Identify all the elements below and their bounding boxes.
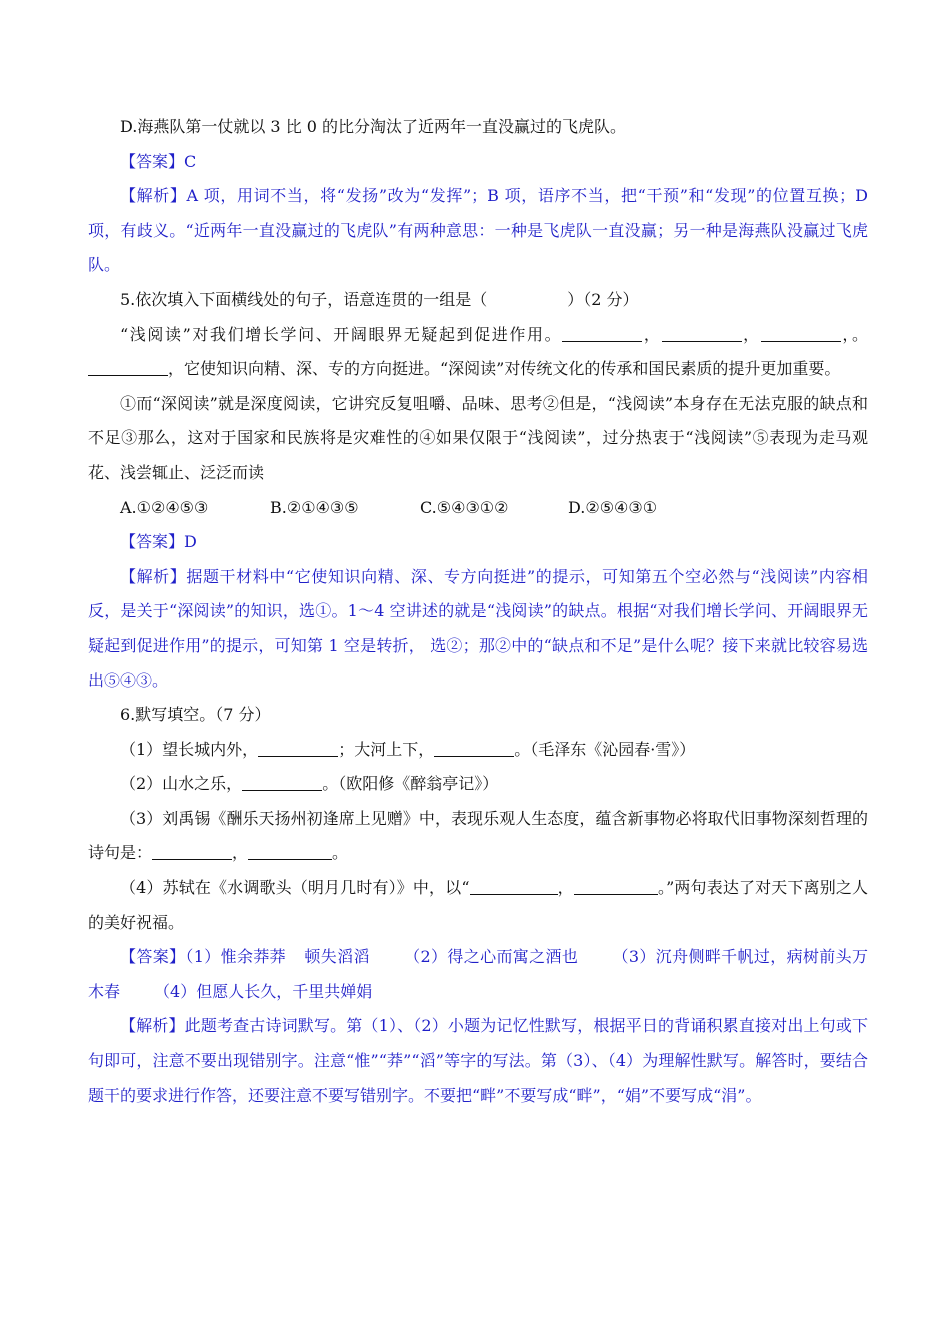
q4-option-d: D.海燕队第一仗就以 3 比 0 的比分淘汰了近两年一直没赢过的飞虎队。 xyxy=(120,117,627,136)
fill-blank xyxy=(248,841,332,860)
passage-text-2: ，它使知识向精、深、专的方向挺进。“深阅读”对传统文化的传承和国民素质的提升更加重要。 xyxy=(168,359,841,379)
item-text: （1）望长城内外， xyxy=(120,739,259,759)
fill-blank xyxy=(470,876,558,895)
item-source: 。（欧阳修《醉翁亭记》） xyxy=(322,774,499,794)
analysis-text: 此题考查古诗词默写。第（1）、（2）小题为记忆性默写，根据平日的背诵积累直接对出上句或下句即可，注意不要出现错别字。注意“惟”“莽”“滔”等字的写法。第（3）、（4）为理解性默写。解答时，要结合题干的要求进行作答，还要注意不要写错别字。不要把“畔”不要写成“畔”，“娟”不要写成“涓”。 xyxy=(88,1016,868,1105)
fill-blank xyxy=(574,876,658,895)
analysis-text: A 项，用词不当，将“发扬”改为“发挥”；B 项，语序不当，把“干预”和“发现”的位置互换；D 项，有歧义。“近两年一直没赢过的飞虎队”有两种意思：一种是飞虎队一直没赢；另一种是海燕队没赢过飞虎队。 xyxy=(88,186,868,275)
answer-tag: 【答案】 xyxy=(120,151,185,171)
option-b[interactable]: B.②①④③⑤ xyxy=(270,497,359,517)
q4-analysis xyxy=(88,179,868,283)
fill-blank xyxy=(242,772,322,791)
answer-tag: 【答案】 xyxy=(120,947,186,967)
q5-stem xyxy=(88,283,868,318)
fill-blank xyxy=(152,841,232,860)
q5-answer xyxy=(88,525,868,560)
analysis-tag: 【解析】 xyxy=(120,1016,185,1036)
document-content xyxy=(88,110,868,1113)
analysis-tag: 【解析】 xyxy=(120,186,187,206)
q5-passage xyxy=(88,318,868,387)
q5-options xyxy=(88,491,868,526)
q5-stem-score: ）（2 分） xyxy=(567,289,639,309)
option-c[interactable]: C.⑤④③①② xyxy=(420,497,509,517)
q6-stem: 6.默写填空。（7 分） xyxy=(120,705,271,725)
q4-answer xyxy=(88,145,868,180)
answer-1: （1）惟余莽莽 xyxy=(185,947,287,967)
item-text: （2）山水之乐， xyxy=(120,774,243,794)
q5-analysis xyxy=(88,560,868,698)
fill-blank-2 xyxy=(662,323,742,342)
answer-2: （2）得之心而寓之酒也 xyxy=(403,947,579,967)
option-a[interactable]: A.①②④⑤③ xyxy=(120,497,209,517)
comma: ， xyxy=(840,324,852,344)
q6-item-4 xyxy=(88,871,868,940)
comma: ， xyxy=(642,324,662,344)
period: 。 xyxy=(851,324,868,344)
answer-3: （3）沉舟侧畔千帆过，病树前头万木春 xyxy=(88,947,868,1001)
q6-analysis xyxy=(88,1009,868,1113)
answer-blank xyxy=(487,289,567,307)
q5-sentences: ①而“深阅读”就是深度阅读，它讲究反复咀嚼、品味、思考②但是，“浅阅读”本身存在无法克服的缺点和不足③那么，这对于国家和民族将是灾难性的④如果仅限于“浅阅读”，过分热衷于“浅阅读”⑤表现为走马观花、浅尝辄止、泛泛而读 xyxy=(88,393,868,482)
comma: ， xyxy=(741,324,761,344)
item-text: ；大河上下， xyxy=(338,739,435,759)
fill-blank xyxy=(434,738,514,757)
item-source: 。（毛泽东《沁园春·雪》） xyxy=(514,739,696,759)
answer-1b: 顿失滔滔 xyxy=(304,947,370,967)
fill-blank-4 xyxy=(88,357,168,376)
comma: ， xyxy=(232,843,249,863)
fill-blank-3 xyxy=(761,323,841,342)
answer-4: （4）但愿人长久，千里共婵娟 xyxy=(154,981,373,1001)
fill-blank-1 xyxy=(562,323,642,342)
answer-value: D xyxy=(184,532,197,552)
answer-tag: 【答案】 xyxy=(120,532,185,552)
item-text: （3）刘禹锡《酬乐天扬州初逢席上见赠》中，表现乐观人生态度，蕴含新事物必将取代旧事物深刻哲理的诗句是： xyxy=(88,808,868,863)
passage-text: “浅阅读”对我们增长学问、开阔眼界无疑起到促进作用。 xyxy=(120,324,563,344)
item-text: 。”两句表达了对天下离别之人的美好祝福。 xyxy=(88,878,868,932)
answer-value: C xyxy=(184,151,197,171)
q5-stem-text: 5.依次填入下面横线处的句子，语意连贯的一组是（ xyxy=(120,289,488,309)
analysis-tag: 【解析】 xyxy=(120,566,187,586)
period: 。 xyxy=(332,843,349,863)
item-text: （4）苏轼在《水调歌头（明月几时有）》中，以“ xyxy=(120,878,470,898)
q6-item-3 xyxy=(88,802,868,871)
option-d[interactable]: D.②⑤④③① xyxy=(568,497,658,517)
q6-item-2 xyxy=(88,767,868,802)
fill-blank xyxy=(258,738,338,757)
analysis-text: 据题干材料中“它使知识向精、深、专方向挺进”的提示，可知第五个空必然与“浅阅读”内容相反，是关于“深阅读”的知识，选①。1～4 空讲述的就是“浅阅读”的缺点。根据“对我们增长学问、开阔眼界无疑起到促进作用”的提示，可知第 1 空是转折， 选②；那②中的“缺点和不足”是什么呢？接下来就比较容易选出⑤④③。 xyxy=(88,566,868,690)
comma: ， xyxy=(557,878,574,898)
q6-item-1 xyxy=(88,733,868,768)
q6-answer xyxy=(88,940,868,1009)
